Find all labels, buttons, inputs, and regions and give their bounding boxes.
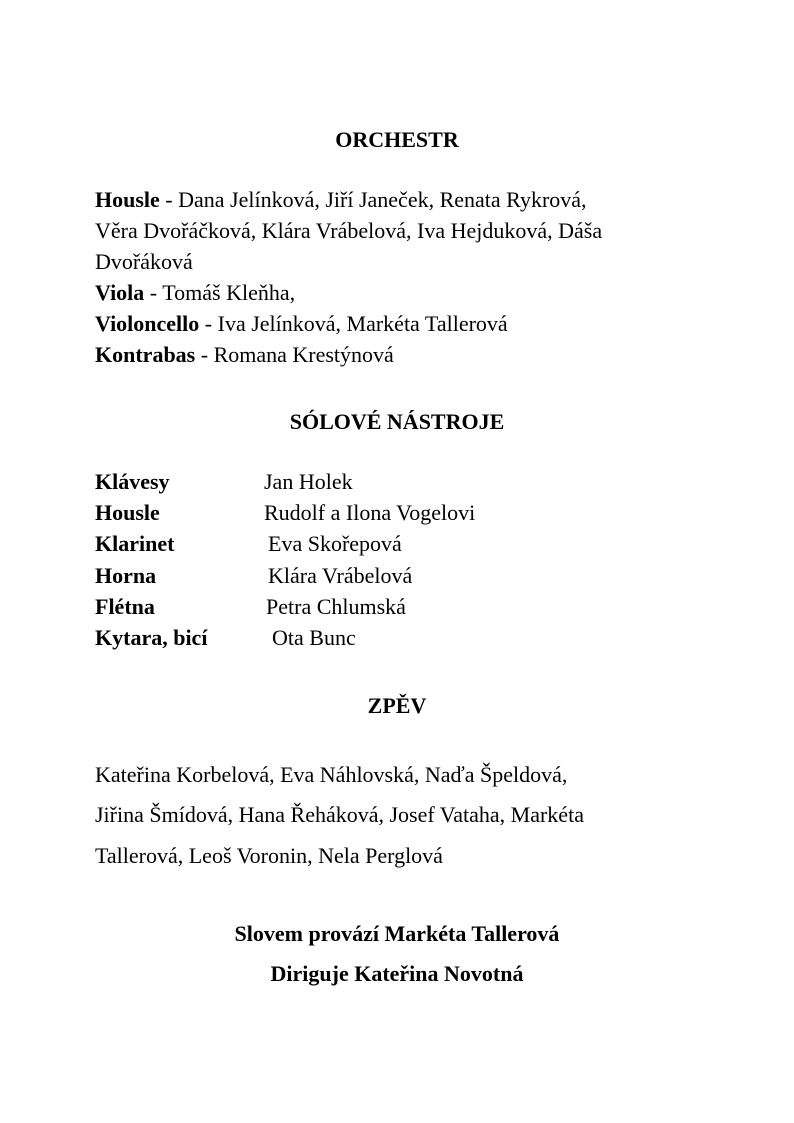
solo-heading: SÓLOVÉ NÁSTROJE (289, 409, 505, 434)
solo-player: Rudolf a Ilona Vogelovi (264, 500, 476, 525)
vocals-heading: ZPĚV (367, 693, 427, 718)
solo-instrument: Housle (95, 500, 160, 525)
kontrabas-names: - Romana Krestýnová (195, 342, 394, 367)
solo-player: Petra Chlumská (266, 594, 406, 619)
solo-player: Eva Skořepová (268, 531, 402, 556)
violins-names-1: - Dana Jelínková, Jiří Janeček, Renata Rykrová, (159, 187, 587, 212)
vocals-line-2: Jiřina Šmídová, Hana Řeháková, Josef Vataha, Markéta (95, 802, 584, 827)
orchestra-violins-line-1 (95, 184, 587, 215)
orchestra-violins-line-3: Dvořáková (95, 249, 193, 274)
orchestra-kontrabas-line (95, 339, 394, 370)
solo-instrument: Flétna (95, 594, 155, 619)
orchestra-violoncello-line (95, 308, 508, 339)
conductor-line: Diriguje Kateřina Novotná (270, 961, 524, 986)
vocals-line-1: Kateřina Korbelová, Eva Náhlovská, Naďa Špeldová, (95, 762, 568, 787)
orchestra-viola-line (95, 277, 295, 308)
violins-label: Housle (95, 187, 160, 212)
solo-instrument: Klávesy (95, 469, 170, 494)
violoncello-names: - Iva Jelínková, Markéta Tallerová (199, 311, 508, 336)
viola-names: - Tomáš Kleňha, (144, 280, 296, 305)
vocals-line-3: Tallerová, Leoš Voronin, Nela Perglová (95, 843, 443, 868)
solo-player: Ota Bunc (272, 625, 356, 650)
solo-instrument: Klarinet (95, 531, 175, 556)
solo-player: Klára Vrábelová (268, 563, 413, 588)
orchestra-violins-line-2: Věra Dvořáčková, Klára Vrábelová, Iva Hejduková, Dáša (95, 218, 603, 243)
violoncello-label: Violoncello (95, 311, 200, 336)
kontrabas-label: Kontrabas (95, 342, 196, 367)
viola-label: Viola (95, 280, 145, 305)
narrator-line: Slovem provází Markéta Tallerová (234, 921, 560, 946)
solo-instrument: Kytara, bicí (95, 625, 208, 650)
solo-player: Jan Holek (264, 469, 353, 494)
orchestra-heading: ORCHESTR (335, 127, 459, 152)
solo-instrument: Horna (95, 563, 157, 588)
